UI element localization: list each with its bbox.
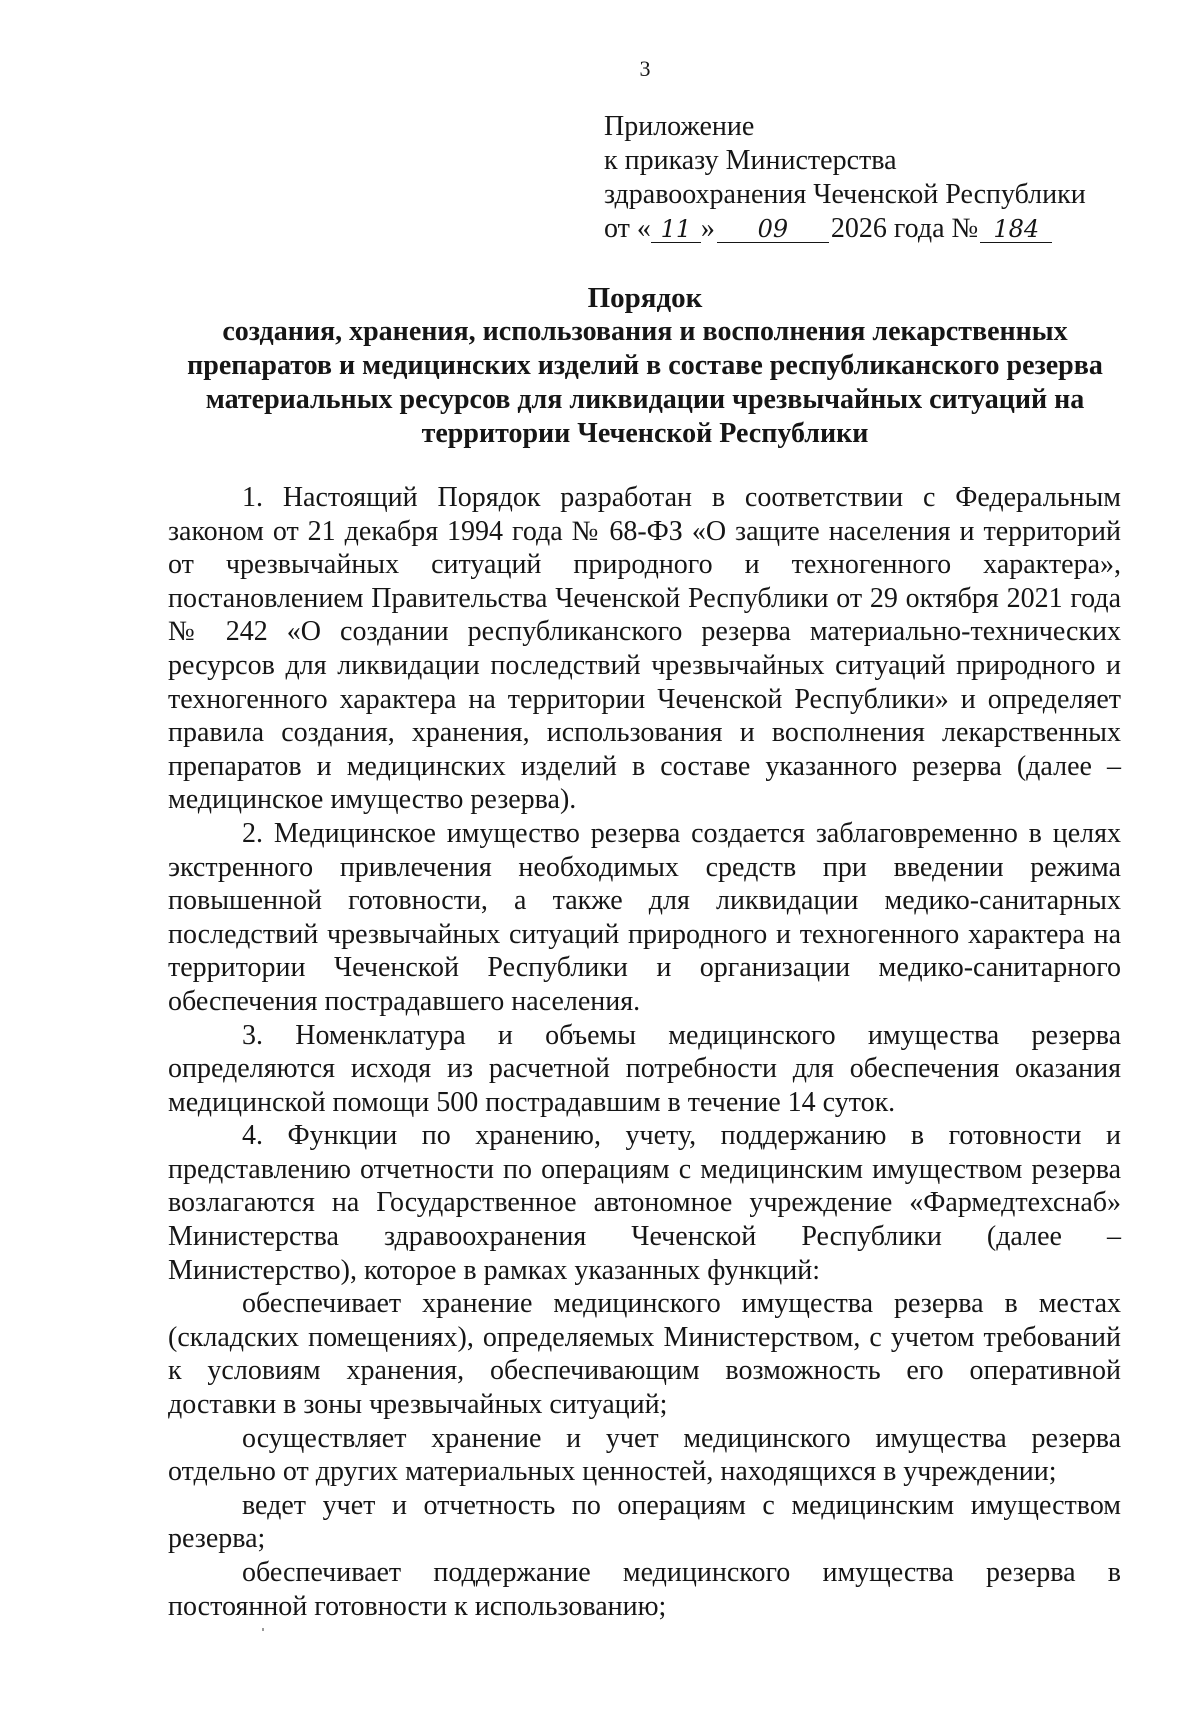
scan-dot xyxy=(262,1628,264,1631)
paragraph-1: 1. Настоящий Порядок разработан в соответствии с Федеральным законом от 21 декабря 1994 года № 68-ФЗ «О защите населения и территорий от чрезвычайных ситуаций природного и техногенного характера», постановлением Правительства Чеченской Республики от 29 октября 2021 года № 242 «О создании республиканского резерва материально-технических ресурсов для ликвидации последствий чрезвычайных ситуаций природного и техногенного характера на территории Чеченской Республики» и определяет правила создания, хранения, использования и восполнения лекарственных препаратов и медицинских изделий в составе указанного резерва (далее – медицинское имущество резерва). xyxy=(168,482,1121,816)
paragraph-4-item-1: обеспечивает хранение медицинского имущества резерва в местах (складских помещениях), определяемых Министерством, с учетом требований к условиям хранения, обеспечивающим возможность его оперативной доставки в зоны чрезвычайных ситуаций; xyxy=(168,1288,1121,1421)
paragraph-2: 2. Медицинское имущество резерва создается заблаговременно в целях экстренного привлечения необходимых средств при введении режима повышенной готовности, а также для ликвидации медико-санитарных последствий чрезвычайных ситуаций природного и техногенного характера на территории Чеченской Республики и организации медико-санитарного обеспечения пострадавшего населения. xyxy=(168,817,1121,1017)
paragraph-4-item-3: ведет учет и отчетность по операциям с медицинским имуществом резерва; xyxy=(168,1489,1121,1555)
appendix-title: Приложение xyxy=(604,111,755,142)
appendix-ministry: здравоохранения Чеченской Республики xyxy=(604,179,1086,210)
document-body xyxy=(168,481,1121,1623)
appendix-order-ref: к приказу Министерства xyxy=(604,145,897,176)
order-number: 184 xyxy=(980,216,1052,243)
document-title xyxy=(140,281,1150,451)
page-number: 3 xyxy=(639,56,651,81)
paragraph-4-item-4: обеспечивает поддержание медицинского имущества резерва в постоянной готовности к использованию; xyxy=(168,1557,1121,1622)
paragraph-4-item-2: осуществляет хранение и учет медицинского имущества резерва отдельно от других материальных ценностей, находящихся в учреждении; xyxy=(168,1422,1121,1488)
title-main: Порядок xyxy=(587,282,703,314)
date-month: 09 xyxy=(717,216,829,243)
title-line-2: препаратов и медицинских изделий в составе республиканского резерва xyxy=(187,350,1103,381)
paragraph-4: 4. Функции по хранению, учету, поддержанию в готовности и представлению отчетности по операциям с медицинским имуществом резерва возлагаются на Государственное автономное учреждение «Фармедтехснаб» Министерства здравоохранения Чеченской Республики (далее – Министерство), которое в рамках указанных функций: xyxy=(168,1120,1121,1286)
paragraph-3: 3. Номенклатура и объемы медицинского имущества резерва определяются исходя из расчетной потребности для обеспечения оказания медицинской помощи 500 пострадавшим в течение 14 суток. xyxy=(168,1019,1121,1118)
date-mid: » xyxy=(700,213,715,244)
date-prefix: от « xyxy=(604,213,651,244)
date-year: 2026 года № xyxy=(830,213,979,244)
appendix-date-line xyxy=(604,212,1086,246)
title-line-3: материальных ресурсов для ликвидации чрезвычайных ситуаций на xyxy=(205,384,1085,415)
appendix-block xyxy=(604,110,1086,246)
date-day: 11 xyxy=(651,216,701,243)
title-line-4: территории Чеченской Республики xyxy=(421,418,869,449)
title-line-1: создания, хранения, использования и восполнения лекарственных xyxy=(222,316,1068,347)
